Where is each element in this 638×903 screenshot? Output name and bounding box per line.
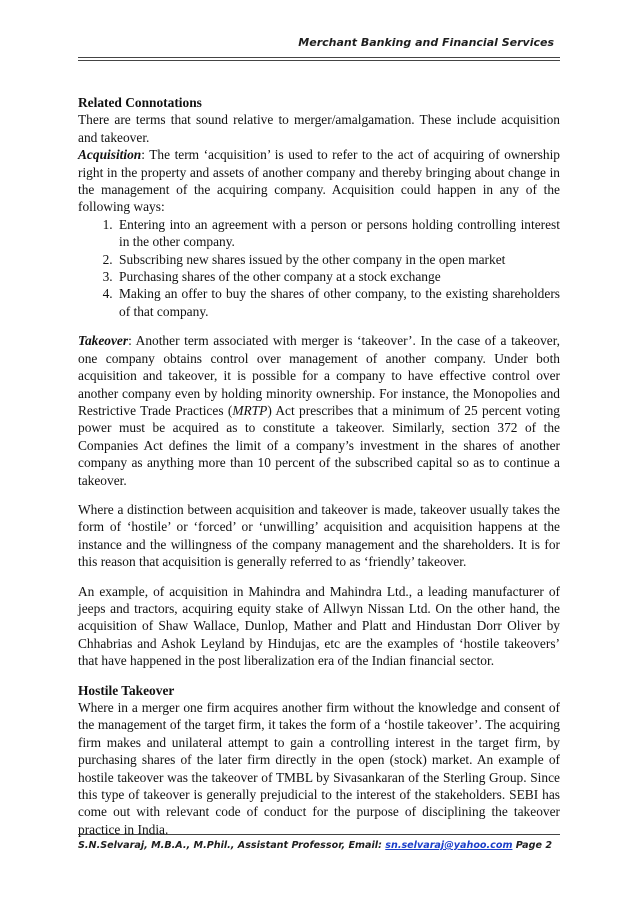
- takeover-text-b: ) Act prescribes that a minimum of 25 percent voting power must be acquired as to constitute a takeover. Similarly, section 372 of the Companies Act defines the limit of a company’s investment in the shares of another company as anything more than 10 percent of the subscribed capital so as to continue a takeover.: [78, 402, 560, 488]
- example-paragraph: An example, of acquisition in Mahindra and Mahindra Ltd., a leading manufacturer of jeeps and tractors, acquiring equity stake of Allwyn Nissan Ltd. On the other hand, the acquisition of Shaw Wallace, Dunlop, Mather and Platt and Hindustan Dorr Oliver by Chhabrias and Ashok Leyland by Hindujas, etc are the examples of ‘hostile takeovers’ that have happened in the post liberalization era of the Indian financial sector.: [78, 583, 560, 669]
- takeover-paragraph: [78, 332, 560, 489]
- hostile-paragraph: Where in a merger one firm acquires another firm without the knowledge and consent of the management of the target firm, it takes the form of a ‘hostile takeover’. The acquiring firm makes and unilateral attempt to gain a controlling interest in the target firm, by purchasing shares of the later firm directly in the open (stock) market. An example of hostile takeover was the takeover of TMBL by Sivasankaran of the Sterling Group. Since this type of takeover is generally prejudicial to the interest of the stakeholders. SEBI has come out with relevant code of conduct for the purpose of disciplining the takeover practice in India.: [78, 700, 560, 837]
- acquisition-paragraph: [78, 146, 560, 216]
- email-link[interactable]: sn.selvaraj@yahoo.com: [385, 840, 513, 851]
- acquisition-ways-list: [78, 216, 560, 320]
- section-heading-hostile: Hostile Takeover: [78, 682, 175, 698]
- takeover-text-a: : Another term associated with merger is ‘takeover’. In the case of a takeover, one company obtains control over management of another company. Under both acquisition and takeover, it is possible for a company to have effective control over another company even by holding minority ownership. For instance, the Monopolies and Restrictive Trade Practices (: [78, 333, 560, 418]
- header-rule-thick: [78, 57, 560, 58]
- mrtp-abbr: MRTP: [232, 402, 268, 418]
- list-item: 2. Subscribing new shares issued by the other company in the open market: [116, 251, 560, 268]
- footer-author: S.N.Selvaraj, M.B.A., M.Phil., Assistant Professor, Email:: [78, 840, 386, 851]
- distinction-paragraph: Where a distinction between acquisition and takeover is made, takeover usually takes the form of ‘hostile’ or ‘forced’ or ‘unwilling’ acquisition and acquisition happens at the instance and the willingness of the company management and the shareholders. It is for this reason that acquisition is generally referred to as ‘friendly’ takeover.: [78, 501, 560, 570]
- list-item: 1. Entering into an agreement with a person or persons holding controlling interest in the other company.: [116, 216, 560, 251]
- acquisition-term: Acquisition: [78, 147, 142, 163]
- page-number: Page 2: [515, 840, 552, 851]
- running-header: Merchant Banking and Financial Services: [298, 36, 554, 49]
- footer-rule: [78, 834, 560, 835]
- running-footer: [78, 840, 560, 851]
- header-rule-thin: [78, 60, 560, 61]
- list-item: 4. Making an offer to buy the shares of other company, to the existing shareholders of that company.: [116, 285, 560, 320]
- section-heading-related: Related Connotations: [78, 95, 202, 110]
- list-item: 3. Purchasing shares of the other company at a stock exchange: [116, 268, 560, 285]
- intro-paragraph: There are terms that sound relative to merger/amalgamation. These include acquisition and takeover.: [78, 112, 560, 145]
- body-content: [78, 94, 560, 838]
- takeover-term: Takeover: [78, 333, 129, 349]
- acquisition-text: : The term ‘acquisition’ is used to refer to the act of acquiring of ownership right in the property and assets of another company and thereby bringing about change in the management of the acquiring company. Acquisition could happen in any of the following ways:: [78, 147, 560, 215]
